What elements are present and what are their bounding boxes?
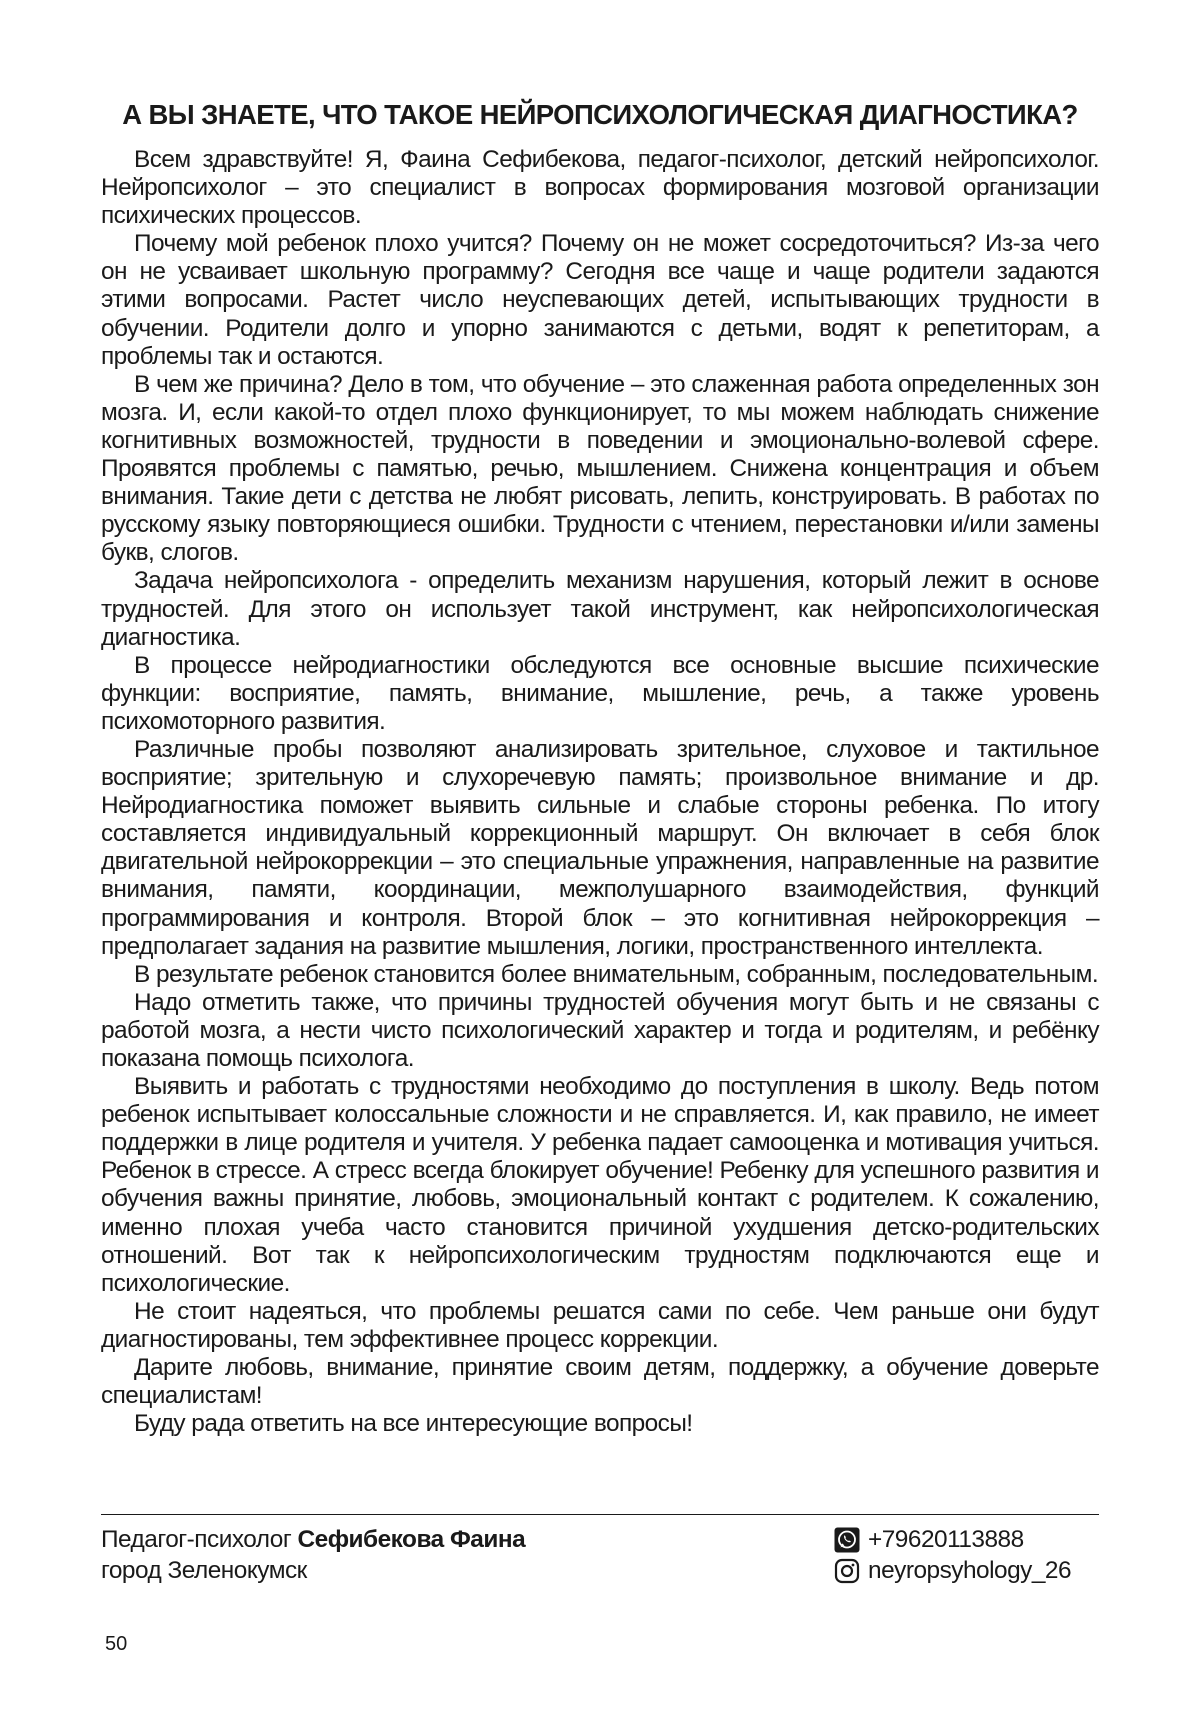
instagram-icon [834,1558,860,1584]
instagram-contact[interactable] [834,1555,1071,1586]
author-name: Сефибекова Фаина [297,1526,526,1553]
article-title: А ВЫ ЗНАЕТЕ, ЧТО ТАКОЕ НЕЙРОПСИХОЛОГИЧЕСКАЯ ДИАГНОСТИКА? [122,99,1078,130]
phone-number: +79620113888 [868,1526,1024,1553]
author-line [101,1524,525,1555]
paragraph: В процессе нейродиагностики обследуются все основные высшие психические функции: восприятие, память, внимание, мышление, речь, а также уровень психомоторного развития. [101,651,1099,735]
paragraph: Различные пробы позволяют анализировать зрительное, слуховое и тактильное восприятие; зрительную и слухоречевую память; произвольное внимание и др. Нейродиагностика поможет выявить сильные и слабые стороны ребенка. По итогу составляется индивидуальный коррекционный маршрут. Он включает в себя блок двигательной нейрокоррекции – это специальные упражнения, направленные на развитие внимания, памяти, координации, межполушарного взаимодействия, функций программирования и контроля. Второй блок – это когнитивная нейрокоррекция – предполагает задания на развитие мышления, логики, пространственного интеллекта. [101,735,1099,960]
article [101,98,1099,1438]
article-body [101,146,1099,1438]
footer-divider [101,1514,1099,1515]
phone-contact[interactable] [834,1524,1071,1555]
contacts-block [834,1524,1071,1586]
paragraph: Дарите любовь, внимание, принятие своим детям, поддержку, а обучение доверьте специалистам! [101,1354,1099,1410]
instagram-handle: neyropsyhology_26 [868,1557,1072,1584]
paragraph: В чем же причина? Дело в том, что обучение – это слаженная работа определенных зон мозга. И, если какой-то отдел плохо функционирует, то мы можем наблюдать снижение когнитивных возможностей, трудности в поведении и эмоционально-волевой сфере. Проявятся проблемы с памятью, речью, мышлением. Снижена концентрация и объем внимания. Такие дети с детства не любят рисовать, лепить, конструировать. В работах по русскому языку повторяющиеся ошибки. Трудности с чтением, перестановки и/или замены букв, слогов. [101,370,1099,567]
paragraph: Выявить и работать с трудностями необходимо до поступления в школу. Ведь потом ребенок испытывает колоссальные сложности и не справляется. И, как правило, не имеет поддержки в лице родителя и учителя. У ребенка падает самооценка и мотивация учиться. Ребенок в стрессе. А стресс всегда блокирует обучение! Ребенку для успешного развития и обучения важны принятие, любовь, эмоциональный контакт с родителем. К сожалению, именно плохая учеба часто становится причиной ухудшения детско-родительских отношений. Вот так к нейропсихологическим трудностям подключаются еще и психологические. [101,1073,1099,1297]
whatsapp-icon [834,1527,860,1553]
author-role: Педагог-психолог [101,1526,298,1553]
author-city: город Зеленокумск [101,1557,307,1584]
paragraph: Почему мой ребенок плохо учится? Почему он не может сосредоточиться? Из-за чего он не усваивает школьную программу? Сегодня все чаще и чаще родители задаются этими вопросами. Растет число неуспевающих детей, испытывающих трудности в обучении. Родители долго и упорно занимаются с детьми, водят к репетиторам, а проблемы так и остаются. [101,230,1099,370]
page-number: 50 [105,1633,128,1655]
paragraph: Всем здравствуйте! Я, Фаина Сефибекова, педагог-психолог, детский нейропсихолог. Нейропсихолог – это специалист в вопросах формирования мозговой организации психических процессов. [101,146,1099,230]
paragraph: В результате ребенок становится более внимательным, собранным, последовательным. [134,960,1099,988]
paragraph: Не стоит надеяться, что проблемы решатся сами по себе. Чем раньше они будут диагностированы, тем эффективнее процесс коррекции. [101,1297,1099,1353]
paragraph: Надо отметить также, что причины трудностей обучения могут быть и не связаны с работой мозга, а нести чисто психологический характер и тогда и родителям, и ребёнку показана помощь психолога. [101,988,1099,1072]
paragraph: Буду рада ответить на все интересующие вопросы! [134,1410,693,1438]
author-block [101,1524,525,1586]
paragraph: Задача нейропсихолога - определить механизм нарушения, который лежит в основе трудностей. Для этого он использует такой инструмент, как нейропсихологическая диагностика. [101,567,1099,651]
